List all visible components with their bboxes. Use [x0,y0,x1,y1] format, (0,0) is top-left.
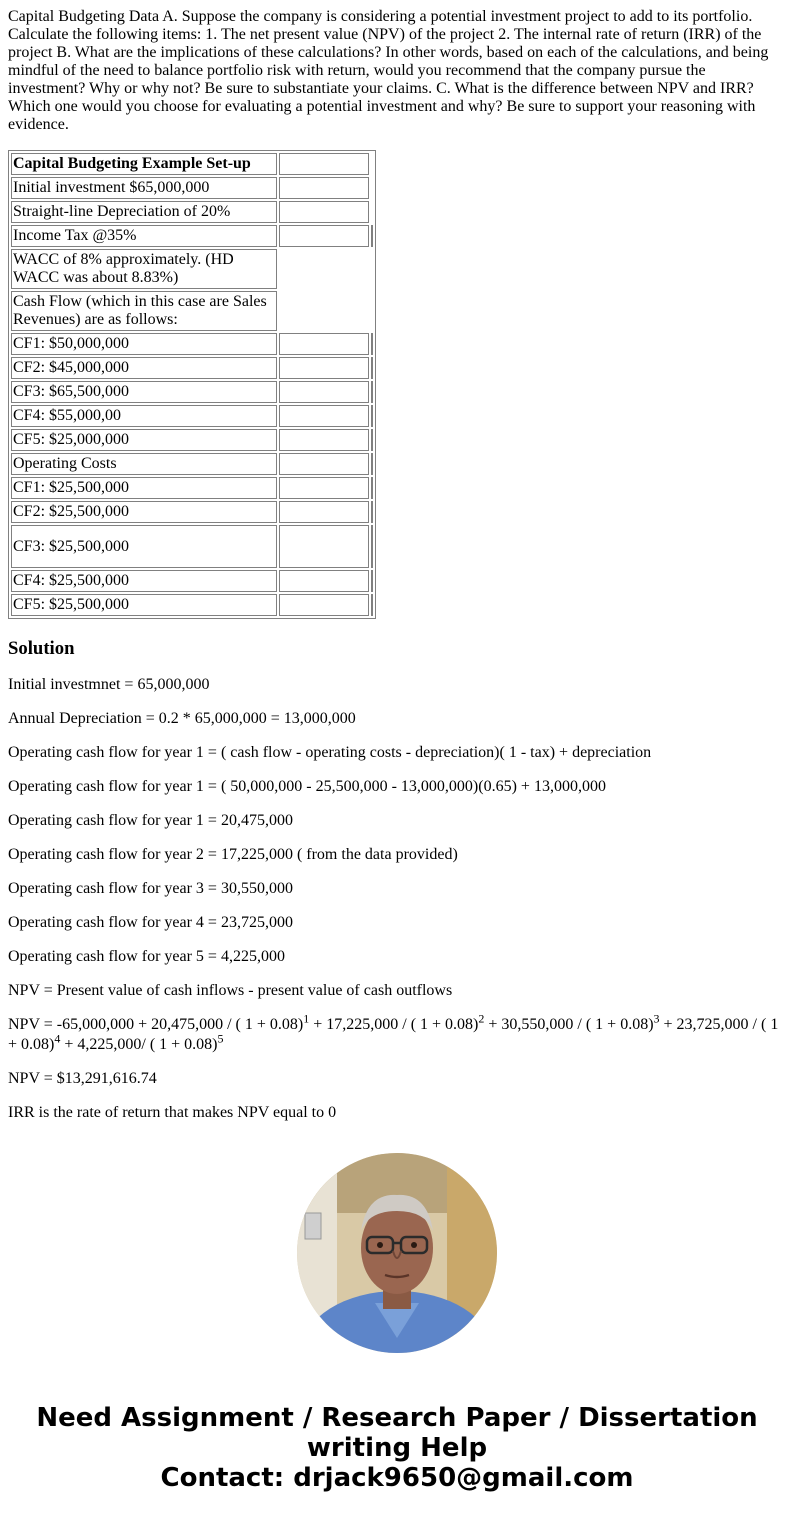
table-row [11,405,373,427]
table-cell: CF3: $25,500,000 [11,525,277,568]
solution-line: Operating cash flow for year 1 = 20,475,000 [8,812,293,829]
empty-cell [279,453,369,475]
formula-exponent: 1 [303,1011,310,1026]
solution-line: Operating cash flow for year 4 = 23,725,000 [8,914,293,931]
empty-cell [279,405,369,427]
npv-result: NPV = $13,291,616.74 [8,1070,157,1087]
extra-cell [371,594,373,616]
formula-part: NPV = -65,000,000 + 20,475,000 / ( 1 + 0.08) [8,1016,304,1033]
missing-cell [279,249,369,289]
empty-cell [279,357,369,379]
npv-formula [8,1011,786,1055]
table-cell: CF2: $25,500,000 [11,501,277,523]
footer-advert [0,1403,794,1493]
table-cell: Initial investment $65,000,000 [11,177,277,199]
extra-cell [371,570,373,592]
empty-cell [279,201,369,223]
table-row [11,525,373,568]
table-row [11,201,373,223]
extra-cell [371,333,373,355]
table-cell: Operating Costs [11,453,277,475]
empty-cell [279,177,369,199]
question-text: Capital Budgeting Data A. Suppose the company is considering a potential investment project to add to its portfolio. Calculate the following items: 1. The net present value (NPV) of the project 2. The internal rate of return (IRR) of the project B. What are the implications of these calculations? In other words, based on each of the calculations, and being mindful of the need to balance portfolio risk with return, would you recommend that the company pursue the investment? Why or why not? Be sure to substantiate your claims. C. What is the difference between NPV and IRR? Which one would you choose for evaluating a potential investment and why? Be sure to support your reasoning with evidence. [8,8,769,133]
extra-cell [371,453,373,475]
table-header-text: Capital Budgeting Example Set-up [13,155,251,172]
table-row [11,477,373,499]
table-row [11,453,373,475]
irr-line: IRR is the rate of return that makes NPV equal to 0 [8,1104,337,1121]
empty-cell [279,501,369,523]
extra-cell [371,357,373,379]
table-row [11,177,373,199]
table-cell: CF4: $55,000,00 [11,405,277,427]
extra-cell [371,429,373,451]
extra-cell [371,525,373,568]
table-cell: CF2: $45,000,000 [11,357,277,379]
empty-cell [279,333,369,355]
solution-line: Operating cash flow for year 1 = ( cash flow - operating costs - depreciation)( 1 - tax) + depreciation [8,744,652,761]
table-row [11,357,373,379]
formula-exponent: 5 [217,1031,224,1046]
formula-part: + 4,225,000/ ( 1 + 0.08) [60,1036,218,1053]
solution-heading: Solution [8,638,75,659]
solution-line: NPV = Present value of cash inflows - present value of cash outflows [8,982,453,999]
empty-cell [279,570,369,592]
extra-cell [371,477,373,499]
table-cell: Straight-line Depreciation of 20% [11,201,277,223]
empty-cell [279,153,369,175]
table-row [11,333,373,355]
table-row [11,153,373,175]
extra-cell [371,381,373,403]
table-cell: Cash Flow (which in this case are Sales Revenues) are as follows: [11,291,277,331]
table-cell: CF5: $25,000,000 [11,429,277,451]
extra-cell [371,405,373,427]
formula-exponent: 4 [54,1031,61,1046]
empty-cell [279,429,369,451]
formula-exponent: 3 [653,1011,660,1026]
table-row [11,225,373,247]
formula-part: + 23,725,000 / ( 1 + 0.08) [8,1016,779,1053]
table-row [11,594,373,616]
table-row [11,381,373,403]
missing-cell [279,291,369,331]
table-cell: CF1: $25,500,000 [11,477,277,499]
empty-cell [279,594,369,616]
table-cell: Income Tax @35% [11,225,277,247]
solution-line: Annual Depreciation = 0.2 * 65,000,000 = 13,000,000 [8,710,356,727]
table-header-cell [11,153,277,175]
extra-cell [371,501,373,523]
formula-exponent: 2 [478,1011,485,1026]
capital-budgeting-table [8,150,376,619]
solution-line: Operating cash flow for year 1 = ( 50,000,000 - 25,500,000 - 13,000,000)(0.65) + 13,000,000 [8,778,606,795]
table-cell: CF5: $25,500,000 [11,594,277,616]
solution-line: Operating cash flow for year 5 = 4,225,000 [8,948,285,965]
table-cell: WACC of 8% approximately. (HD WACC was about 8.83%) [11,249,277,289]
table-row [11,501,373,523]
avatar-portrait-icon [297,1153,497,1353]
table-row [11,570,373,592]
empty-cell [279,477,369,499]
empty-cell [279,225,369,247]
footer-line: Need Assignment / Research Paper / Dissertation [36,1403,758,1433]
footer-contact: Contact: drjack9650@gmail.com [160,1463,634,1493]
solution-line: Operating cash flow for year 2 = 17,225,000 ( from the data provided) [8,846,458,863]
table-cell: CF4: $25,500,000 [11,570,277,592]
solution-line: Initial investmnet = 65,000,000 [8,676,210,693]
author-avatar [297,1153,497,1353]
table-row [11,249,373,289]
table-cell: CF1: $50,000,000 [11,333,277,355]
table-row [11,429,373,451]
solution-line: Operating cash flow for year 3 = 30,550,000 [8,880,293,897]
formula-part: + 30,550,000 / ( 1 + 0.08) [484,1016,654,1033]
empty-cell [279,525,369,568]
formula-part: + 17,225,000 / ( 1 + 0.08) [309,1016,479,1033]
footer-line: writing Help [306,1433,488,1463]
extra-cell [371,225,373,247]
table-row [11,291,373,331]
table-cell: CF3: $65,500,000 [11,381,277,403]
empty-cell [279,381,369,403]
